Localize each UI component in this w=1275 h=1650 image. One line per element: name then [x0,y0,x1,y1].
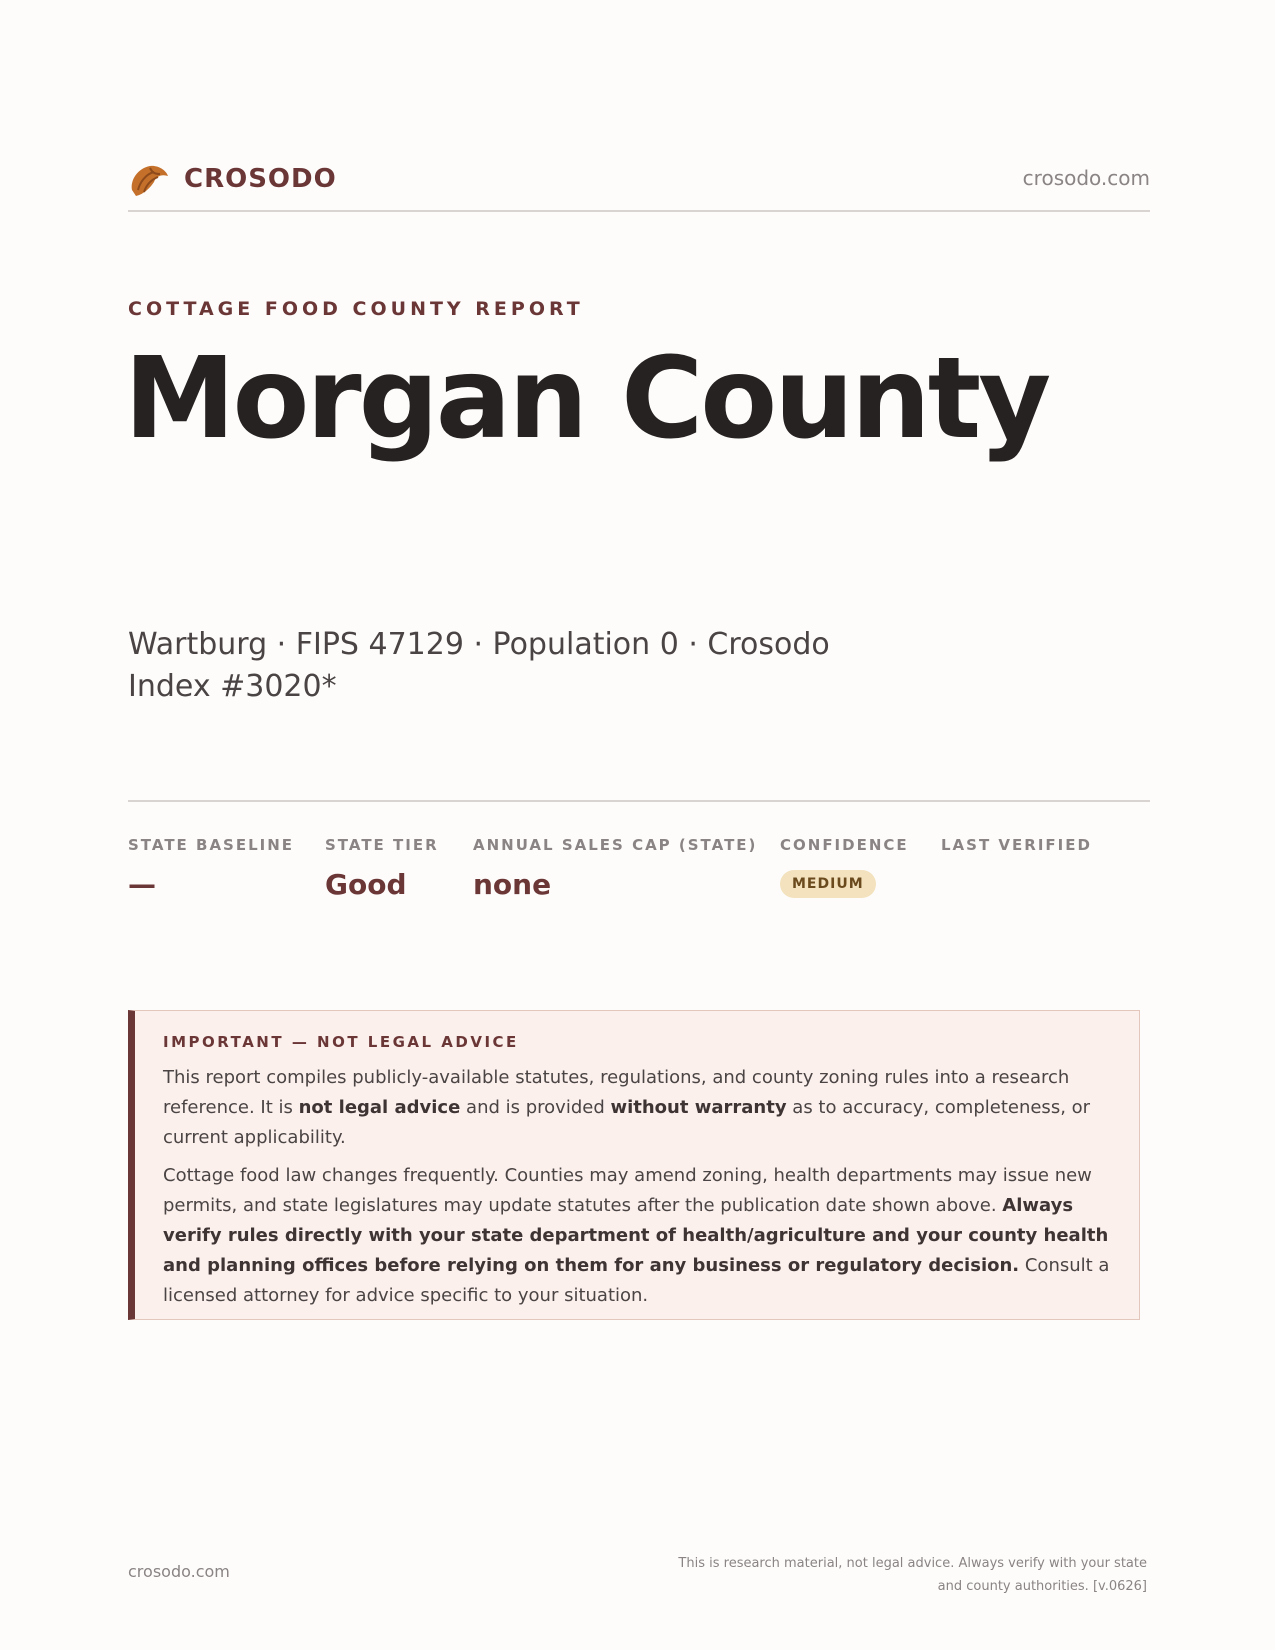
stat-sales-cap [473,836,757,901]
notice-bold: without warranty [610,1097,787,1118]
notice-paragraph-2 [163,1161,1113,1311]
footer-disclaimer [627,1552,1147,1598]
stat-label: LAST VERIFIED [941,836,1092,854]
stat-last-verified [941,836,1092,868]
report-eyebrow: COTTAGE FOOD COUNTY REPORT [128,298,584,320]
stat-state-baseline [128,836,294,901]
notice-text: Cottage food law changes frequently. Counties may amend zoning, health departments may issue new permits, and state legislatures may update statutes after the publication date shown above. [163,1165,1092,1216]
notice-text: and is provided [460,1097,611,1118]
stats-row [128,800,1150,912]
stat-value: Good [325,868,407,901]
stat-state-tier [325,836,439,901]
croissant-icon [128,160,170,200]
notice-text: Consult a licensed attorney for advice specific to your situation. [163,1255,1110,1306]
notice-paragraph-1 [163,1063,1113,1153]
page-header [128,160,1150,212]
stat-label: ANNUAL SALES CAP (STATE) [473,836,758,854]
footer-disclaimer-line: This is research material, not legal advice. Always verify with your state [678,1556,1147,1571]
stat-confidence [780,836,909,898]
stat-value: none [473,868,552,901]
notice-bold: not legal advice [298,1097,461,1118]
brand-name: CROSODO [184,164,337,194]
stat-label: CONFIDENCE [780,836,909,854]
county-subtitle: Wartburg · FIPS 47129 · Population 0 · Crosodo Index #3020* [128,627,830,704]
notice-title: IMPORTANT — NOT LEGAL ADVICE [163,1033,519,1051]
site-link[interactable]: crosodo.com [1022,166,1150,190]
stat-label: STATE BASELINE [128,836,295,854]
stat-label: STATE TIER [325,836,439,854]
notice-bold: Always verify rules directly with your state department of health/agriculture and your county health and planning offices before relying on them for any business or regulatory decision. [163,1195,1109,1276]
stat-value: — [128,868,156,901]
confidence-badge: MEDIUM [780,870,876,898]
legal-notice [128,1010,1140,1320]
footer-site-link[interactable]: crosodo.com [128,1562,230,1581]
notice-text: This report compiles publicly-available statutes, regulations, and county zoning rules into a research reference. It is [163,1067,1070,1118]
notice-text: as to accuracy, completeness, or current applicability. [163,1097,1091,1148]
page-title: Morgan County [124,334,1049,464]
footer-disclaimer-line: and county authorities. [v.0626] [937,1579,1147,1594]
